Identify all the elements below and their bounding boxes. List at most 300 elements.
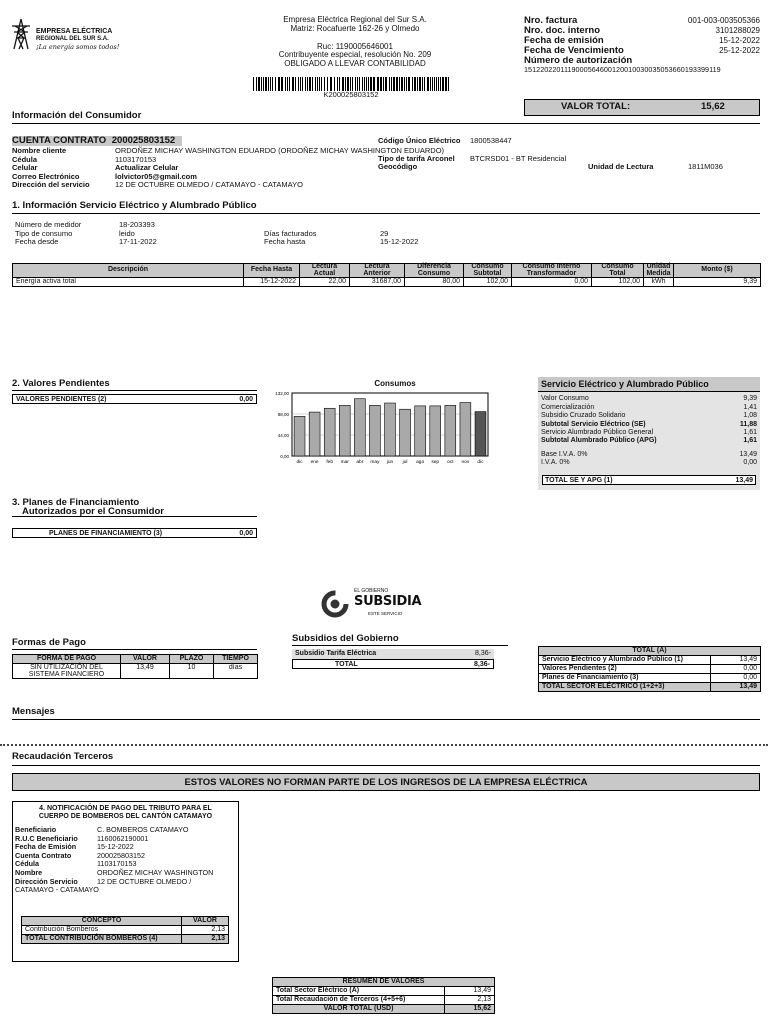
- notification-field-label: R.U.C Beneficiario: [15, 833, 78, 843]
- barcode-bar: [256, 77, 257, 91]
- notification-field-value: 12 DE OCTUBRE OLMEDO /: [97, 876, 192, 886]
- nt-concept: Contribución Bomberos: [22, 926, 182, 935]
- tarifa-label: Tipo de tarifa Arconel: [378, 154, 455, 163]
- barcode-bar: [268, 77, 269, 91]
- total-a-row: [539, 665, 761, 674]
- barcode-bar: [401, 77, 403, 91]
- service-col-header: Consumo Total: [592, 264, 644, 278]
- service-col-header: Lectura Anterior: [350, 264, 405, 278]
- chart-bar: [369, 405, 380, 456]
- tower-icon: [10, 18, 32, 50]
- chart-title: Consumos: [374, 379, 416, 388]
- total-a-row: [539, 674, 761, 683]
- barcode-bar: [275, 77, 276, 91]
- service-cell: 102,00: [592, 278, 644, 287]
- service-cell: 0,00: [512, 278, 592, 287]
- notification-field-value: 1103170153: [97, 859, 137, 869]
- barcode-bar: [408, 77, 410, 91]
- tarifa-value: BTCRSD01 - BT Residencial: [470, 154, 567, 163]
- contract-label: CUENTA CONTRATO: [12, 135, 107, 146]
- barcode-bar: [324, 77, 325, 91]
- chart-bar: [400, 409, 411, 456]
- nt-total-label: TOTAL CONTRIBUCIÓN BOMBEROS (4): [22, 935, 182, 944]
- logo-line1: EMPRESA ELÉCTRICA: [36, 28, 113, 35]
- barcode-bar: [312, 77, 313, 91]
- service-title: 1. Información Servicio Eléctrico y Alumbrado Público: [12, 201, 760, 214]
- barcode-bar: [253, 77, 254, 91]
- chart-x-tick-label: ene: [310, 460, 319, 465]
- service-col-header: Unidad Medida: [644, 264, 674, 278]
- subsidies-total-value: 8,36-: [474, 661, 490, 668]
- service-col-header: Diferencia Consumo: [405, 264, 464, 278]
- subsidia-icon: [320, 589, 350, 619]
- es-row-value: 1,61: [743, 437, 757, 445]
- chart-bar: [430, 406, 441, 456]
- hasta-value: 15-12-2022: [380, 237, 419, 247]
- summary-value: 13,49: [445, 987, 495, 996]
- lectura-row: [588, 163, 723, 172]
- es-row-value: 1,08: [743, 412, 757, 420]
- chart-x-tick-label: sep: [431, 460, 440, 465]
- total-a-total-label: TOTAL SECTOR ELÉCTRICO (1+2+3): [539, 683, 711, 692]
- total-a-row: [539, 656, 761, 665]
- barcode-bar: [355, 77, 356, 91]
- consumption-table: [12, 263, 761, 287]
- electric-summary-row: [541, 429, 757, 437]
- subsidies-row: [292, 649, 494, 659]
- total-value-amount: 15,62: [701, 101, 725, 113]
- barcode-bar: [317, 77, 318, 91]
- barcode-bar: [364, 77, 365, 91]
- payment-cell: SIN UTILIZACIÓN DEL SISTEMA FINANCIERO: [13, 664, 121, 679]
- barcode-bar: [342, 77, 344, 91]
- pending-value: 0,00: [239, 396, 253, 403]
- nt-header-value: VALOR: [182, 917, 229, 926]
- notification-field-value: 15-12-2022: [97, 842, 134, 852]
- barcode-bar: [261, 77, 262, 91]
- summary-row: [273, 996, 495, 1005]
- lectura-label: Unidad de Lectura: [588, 162, 654, 171]
- notification-field-value: 200025803152: [97, 850, 145, 860]
- financing-row: [12, 528, 257, 538]
- iva-row: [541, 459, 757, 467]
- service-cell: 31687,00: [350, 278, 405, 287]
- barcode-bar: [404, 77, 405, 91]
- chart-y-tick-label: 132,00: [275, 391, 289, 396]
- notification-field-label: Cuenta Contrato: [15, 850, 72, 860]
- notification-field-value: C. BOMBEROS CATAMAYO: [97, 825, 189, 835]
- total-a-value: 0,00: [711, 674, 761, 683]
- chart-bar: [309, 412, 320, 456]
- total-a-label: Valores Pendientes (2): [539, 665, 711, 674]
- invoice-row-label: Fecha de Vencimiento: [524, 45, 624, 56]
- barcode-bar: [305, 77, 306, 91]
- chart-x-tick-label: oct: [447, 460, 454, 465]
- company-special: Contribuyente especial, resolución No. 209: [278, 50, 432, 60]
- nt-value: 2,13: [182, 926, 229, 935]
- notification-table: [21, 916, 229, 944]
- consumer-field-value: 12 DE OCTUBRE OLMEDO / CATAMAYO - CATAMAYO: [115, 180, 303, 190]
- financing-title-line2: Autorizados por el Consumidor: [22, 506, 164, 518]
- summary-total-label: VALOR TOTAL (USD): [273, 1005, 445, 1014]
- total-a-title: TOTAL (A): [539, 647, 761, 656]
- chart-x-tick-label: mar: [340, 460, 349, 465]
- barcode-bar: [366, 77, 367, 91]
- chart-x-tick-label: dic: [477, 460, 484, 465]
- iva-value: 13,49: [739, 450, 757, 458]
- summary-label: Total Sector Eléctrico (A): [273, 987, 445, 996]
- summary-value: 2,13: [445, 996, 495, 1005]
- total-a-label: Servicio Eléctrico y Alumbrado Público (1): [539, 656, 711, 665]
- barcode-bar: [373, 77, 375, 91]
- es-row-value: 11,88: [739, 420, 757, 428]
- barcode-bar: [359, 77, 360, 91]
- chart-bar: [294, 416, 305, 456]
- consumer-field: [12, 181, 532, 190]
- payment-cell: días: [214, 664, 258, 679]
- barcode-bar: [396, 77, 398, 91]
- invoice-info: [524, 16, 760, 74]
- chart-bar: [460, 403, 471, 456]
- pending-title: 2. Valores Pendientes: [12, 379, 257, 391]
- summary-row: [273, 987, 495, 996]
- barcode-bar: [270, 77, 271, 91]
- es-row-label: Subsidio Cruzado Solidario: [541, 412, 626, 420]
- cue-value: 1800538447: [470, 136, 512, 145]
- iva-label: I.V.A. 0%: [541, 459, 570, 467]
- es-row-label: Servicio Alumbrado Público General: [541, 428, 654, 436]
- electric-summary-row: [541, 395, 757, 403]
- messages-title: Mensajes: [12, 707, 760, 720]
- lectura-value: 1811M036: [688, 162, 723, 171]
- notification-field-label: Nombre: [15, 868, 43, 878]
- se-apg-total-label: TOTAL SE Y APG (1): [545, 477, 613, 484]
- barcode-bar: [352, 77, 353, 91]
- subsidies-title: Subsidios del Gobierno: [292, 634, 508, 646]
- invoice-row-value: 3101288029: [715, 26, 760, 35]
- barcode-bar: [295, 77, 296, 91]
- barcode-bar: [391, 77, 392, 91]
- contract-box: [12, 136, 182, 146]
- subsidy-value: 8,36-: [475, 650, 491, 657]
- es-row-label: Valor Consumo: [541, 395, 589, 403]
- electric-summary-row: [541, 412, 757, 420]
- financing-label: PLANES DE FINANCIAMIENTO (3): [49, 530, 163, 537]
- perforation-line: [0, 744, 768, 746]
- payment-cell: 13,49: [121, 664, 170, 679]
- pending-row: [12, 394, 257, 404]
- barcode-bar: [285, 77, 286, 91]
- chart-x-tick-label: jun: [386, 460, 394, 465]
- invoice-row-label: Nro. factura: [524, 15, 578, 26]
- subsidies-total: [292, 659, 494, 669]
- barcode-bar: [436, 77, 437, 91]
- barcode-bar: [445, 77, 447, 91]
- nt-total-value: 2,13: [182, 935, 229, 944]
- invoice-row-value: 001-003-003505366: [687, 16, 760, 25]
- pending-label: VALORES PENDIENTES (2): [16, 396, 107, 403]
- payment-cell: 10: [170, 664, 214, 679]
- barcode-bar: [430, 77, 431, 91]
- service-col-header: Consumo Subtotal: [464, 264, 512, 278]
- electric-summary-row: [541, 421, 757, 429]
- barcode: [253, 77, 449, 91]
- dias-label: Días facturados: [264, 228, 317, 238]
- cue-label: Código Único Eléctrico: [378, 136, 461, 145]
- logo-line2: REGIONAL DEL SUR S.A.: [36, 36, 109, 42]
- barcode-bar: [432, 77, 433, 91]
- barcode-bar: [330, 77, 332, 91]
- chart-y-tick-label: 44,00: [277, 433, 289, 438]
- company-address: Matriz: Rocafuerte 162-26 y Olmedo: [290, 23, 420, 33]
- chart-bar: [445, 405, 456, 456]
- service-cell: Energía activa total: [13, 278, 244, 287]
- barcode-bar: [442, 77, 444, 91]
- electric-summary-row: [541, 404, 757, 412]
- service-cell: 80,00: [405, 278, 464, 287]
- es-row-value: 1,41: [743, 403, 757, 411]
- barcode-bar: [406, 77, 407, 91]
- invoice-row-label: Nro. doc. interno: [524, 25, 600, 36]
- barcode-text: K200025803152: [323, 90, 379, 99]
- barcode-bar: [287, 77, 288, 91]
- payment-table: [12, 654, 258, 679]
- barcode-bar: [334, 77, 335, 91]
- barcode-bar: [347, 77, 349, 91]
- electric-summary: [538, 377, 760, 490]
- es-row-value: 9,39: [743, 395, 757, 403]
- barcode-bar: [377, 77, 379, 91]
- notification-address-cont: CATAMAYO - CATAMAYO: [15, 885, 99, 895]
- se-apg-total-value: 13,49: [735, 477, 753, 484]
- chart-x-tick-label: nov: [461, 460, 470, 465]
- barcode-bar: [281, 77, 283, 91]
- dias-value: 29: [380, 228, 389, 238]
- tipo-value: leido: [119, 228, 135, 238]
- subsidy-label: Subsidio Tarifa Eléctrica: [295, 650, 377, 657]
- consumer-field-label: Dirección del servicio: [12, 180, 90, 190]
- chart-bar: [415, 406, 426, 456]
- payment-title: Formas de Pago: [12, 638, 257, 650]
- es-row-label: Comercialización: [541, 403, 595, 411]
- invoice-row-label: Número de autorización: [524, 55, 633, 66]
- barcode-bar: [345, 77, 346, 91]
- medidor-label: Número de medidor: [15, 220, 82, 229]
- total-a-value: 13,49: [711, 656, 761, 665]
- invoice-row-label: Fecha de emisión: [524, 35, 604, 46]
- company-accounting: OBLIGADO A LLEVAR CONTABILIDAD: [284, 59, 426, 69]
- barcode-bar: [383, 77, 384, 91]
- subsidia-top: EL GOBIERNO: [354, 588, 389, 594]
- chart-x-tick-label: ago: [416, 460, 425, 465]
- barcode-bar: [362, 77, 363, 91]
- chart-x-tick-label: feb: [326, 460, 334, 465]
- electric-summary-row: [541, 437, 757, 445]
- notification-field-label: Fecha de Emisión: [15, 842, 77, 852]
- consumer-field-value: 1103170153: [115, 154, 157, 164]
- hasta-label: Fecha hasta: [264, 237, 306, 247]
- barcode-bar: [350, 77, 351, 91]
- medidor-value: 18-203393: [119, 220, 155, 229]
- notification-field-value: ORDOÑEZ MICHAY WASHINGTON: [97, 868, 214, 878]
- service-col-header: Descripción: [13, 264, 244, 278]
- nt-header-concept: CONCEPTO: [22, 917, 182, 926]
- service-col-header: Lectura Actual: [300, 264, 350, 278]
- financing-title: [12, 498, 257, 517]
- service-cell: 102,00: [464, 278, 512, 287]
- notification-field-value: 1160062190001: [97, 833, 149, 843]
- barcode-bar: [427, 77, 429, 91]
- iva-value: 0,00: [743, 459, 757, 467]
- consumer-field-value: Actualizar Celular: [115, 163, 179, 173]
- barcode-bar: [300, 77, 301, 91]
- payment-col-header: FORMA DE PAGO: [13, 655, 121, 664]
- service-col-header: Fecha Hasta: [244, 264, 300, 278]
- barcode-bar: [440, 77, 441, 91]
- barcode-bar: [309, 77, 311, 91]
- total-a-label: Planes de Financiamiento (3): [539, 674, 711, 683]
- service-cell: 9,39: [674, 278, 761, 287]
- authorization-number: 1512202201119000564600120010030035053660193399119: [524, 65, 721, 74]
- barcode-bar: [339, 77, 340, 91]
- iva-label: Base I.V.A. 0%: [541, 450, 588, 458]
- notification-title: 4. NOTIFICACIÓN DE PAGO DEL TRIBUTO PARA EL CUERPO DE BOMBEROS DEL CANTÓN CATAMAYO: [38, 805, 213, 821]
- consumer-field-label: Correo Electrónico: [12, 171, 80, 181]
- chart-bar: [354, 399, 365, 456]
- subsidia-big: SUBSIDIA: [354, 594, 422, 609]
- geocodigo-label: Geocódigo: [378, 162, 418, 171]
- barcode-bar: [265, 77, 267, 91]
- barcode-bar: [292, 77, 294, 91]
- barcode-bar: [412, 77, 413, 91]
- company-logo: [10, 18, 120, 52]
- barcode-bar: [399, 77, 400, 91]
- subsidies-total-label: TOTAL: [335, 661, 358, 668]
- chart-bar: [339, 405, 350, 456]
- consumption-chart: [262, 387, 494, 471]
- payment-col-header: VALOR: [121, 655, 170, 664]
- barcode-bar: [448, 77, 449, 91]
- barcode-bar: [380, 77, 382, 91]
- barcode-bar: [307, 77, 308, 91]
- service-cell: 15-12-2022: [244, 278, 300, 287]
- tipo-label: Tipo de consumo: [15, 228, 73, 238]
- consumer-field-label: Celular: [12, 163, 38, 173]
- consumer-title: Información del Consumidor: [12, 111, 760, 124]
- barcode-bar: [368, 77, 369, 91]
- invoice-row-value: 15-12-2022: [719, 36, 760, 45]
- financing-value: 0,00: [239, 530, 253, 537]
- barcode-bar: [417, 77, 418, 91]
- chart-bar: [385, 403, 396, 456]
- es-row-label: Subtotal Servicio Eléctrico (SE): [541, 420, 646, 428]
- total-value-label: VALOR TOTAL:: [561, 101, 631, 113]
- es-row-label: Subtotal Alumbrado Público (APG): [541, 437, 657, 445]
- payment-col-header: PLAZO: [170, 655, 214, 664]
- barcode-bar: [337, 77, 338, 91]
- consumer-field-label: Cédula: [12, 154, 38, 164]
- service-info: [15, 221, 515, 247]
- service-col-header: Consumo Interno Transformador: [512, 264, 592, 278]
- service-cell: 22,00: [300, 278, 350, 287]
- barcode-bar: [315, 77, 316, 91]
- barcode-bar: [370, 77, 372, 91]
- barcode-bar: [319, 77, 320, 91]
- summary-label: Total Recaudación de Terceros (4+5+6): [273, 996, 445, 1005]
- barcode-bar: [434, 77, 435, 91]
- logo-slogan: ¡La energía somos todos!: [36, 43, 120, 51]
- notification-field-label: Cédula: [15, 859, 39, 869]
- invoice-row-value: 25-12-2022: [719, 46, 760, 55]
- es-row-value: 1,61: [743, 428, 757, 436]
- summary-total-value: 15,62: [445, 1005, 495, 1014]
- desde-value: 17-11-2022: [119, 237, 157, 247]
- barcode-bar: [298, 77, 299, 91]
- third-banner: ESTOS VALORES NO FORMAN PARTE DE LOS INGRESOS DE LA EMPRESA ELÉCTRICA: [12, 773, 760, 791]
- barcode-bar: [272, 77, 273, 91]
- total-a-table: [538, 646, 761, 692]
- chart-y-tick-label: 0,00: [280, 454, 289, 459]
- contract-number: 200025803152: [111, 135, 176, 146]
- total-a-value: 0,00: [711, 665, 761, 674]
- service-cell: kWh: [644, 278, 674, 287]
- summary-table: [272, 977, 495, 1014]
- chart-x-tick-label: abr: [356, 460, 364, 465]
- desde-label: Fecha desde: [15, 237, 59, 247]
- barcode-bar: [357, 77, 358, 91]
- barcode-bar: [422, 77, 423, 91]
- barcode-bar: [289, 77, 290, 91]
- barcode-bar: [389, 77, 390, 91]
- barcode-bar: [302, 77, 303, 91]
- chart-bar: [475, 412, 486, 456]
- barcode-bar: [424, 77, 425, 91]
- service-col-header: Monto ($): [674, 264, 761, 278]
- consumer-field: [12, 164, 532, 173]
- chart-x-tick-label: dic: [296, 460, 303, 465]
- electric-summary-title: Servicio Eléctrico y Alumbrado Público: [538, 377, 760, 392]
- chart-y-tick-label: 88,00: [277, 412, 289, 417]
- chart-x-tick-label: jul: [402, 460, 408, 465]
- company-name: Empresa Eléctrica Regional del Sur S.A.: [283, 15, 427, 24]
- consumer-field-value: lolvictor05@gmail.com: [115, 171, 197, 181]
- cue-row: [378, 137, 512, 146]
- barcode-bar: [393, 77, 395, 91]
- consumer-field-value: ORDOÑEZ MICHAY WASHINGTON EDUARDO (ORDOÑEZ MICHAY WASHINGTON EDUARDO): [115, 146, 445, 155]
- total-a-total-value: 13,49: [711, 683, 761, 692]
- barcode-bar: [419, 77, 421, 91]
- subsidia-bottom: ESTE SERVICIO: [368, 611, 403, 616]
- electric-summary-total: [542, 475, 756, 485]
- barcode-bar: [385, 77, 387, 91]
- notification-field-label: Dirección Servicio: [15, 876, 78, 886]
- subsidia-logo: [320, 587, 430, 621]
- barcode-bar: [278, 77, 280, 91]
- company-info: [250, 16, 460, 69]
- iva-row: [541, 451, 757, 459]
- barcode-bar: [438, 77, 439, 91]
- consumer-field-label: Nombre cliente: [12, 146, 67, 155]
- notification-box: [12, 801, 239, 962]
- barcode-bar: [258, 77, 260, 91]
- payment-col-header: TIEMPO: [214, 655, 258, 664]
- barcode-bar: [414, 77, 416, 91]
- barcode-bar: [263, 77, 264, 91]
- chart-bar: [324, 408, 335, 456]
- chart-x-tick-label: may: [370, 460, 380, 465]
- company-ruc: Ruc: 1190005646001: [317, 41, 393, 51]
- notification-field-label: Beneficiario: [15, 825, 57, 835]
